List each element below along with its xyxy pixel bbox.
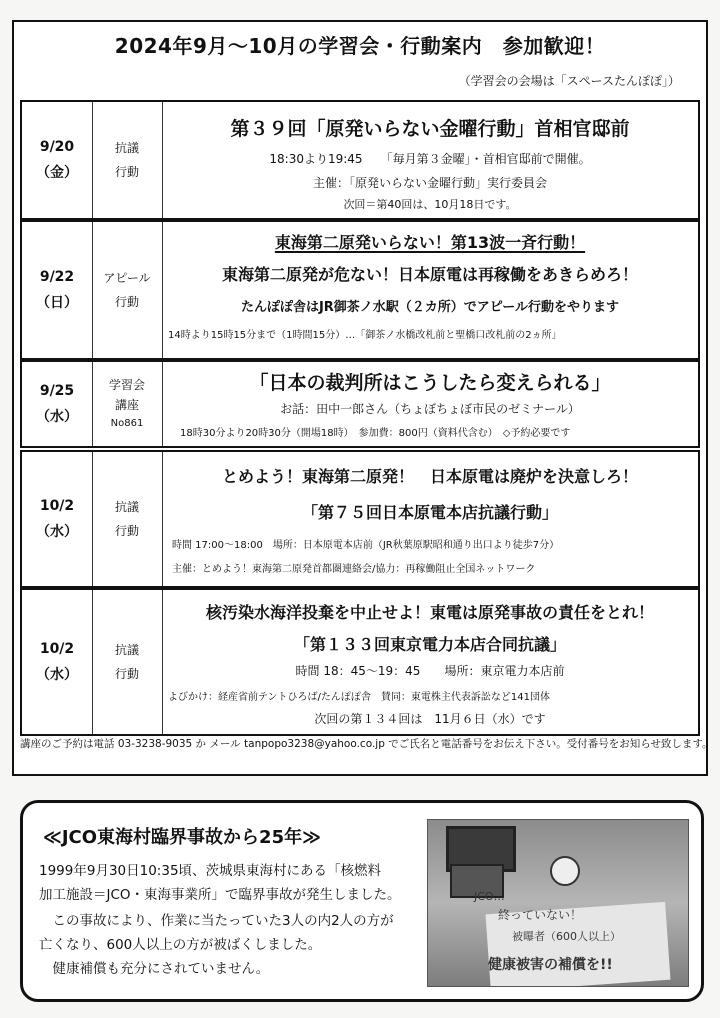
date-text: 10/2 [39,498,75,514]
banner-text: 健康被害の補償を!! [488,957,613,973]
weekday-text: （水） [36,667,78,683]
category-text: 抗議 [114,643,139,657]
event-date [22,222,93,358]
event-row [20,450,700,588]
banner-text: 被曝者（600人以上） [512,930,621,943]
memorial-photo [427,819,689,987]
category-text: アピール [103,271,151,285]
header [14,22,706,102]
category-text: 抗議 [114,500,139,514]
weekday-text: （金） [36,165,78,181]
event-category [92,362,163,446]
category-text: 講座 [114,398,139,412]
event-schedule-box [12,20,713,776]
event-category [92,452,163,586]
weekday-text: （水） [36,409,78,425]
event-category [92,222,163,358]
event-content [162,102,698,218]
venue-note: （学習会の会場は「スペースたんぽぽ」） [458,74,680,88]
jco-text-line: 加工施設＝JCO・東海事業所」で臨界事故が発生しました。 [39,887,401,903]
event-headline: 東海第二原発いらない！第13波一斉行動！ [274,233,586,252]
reservation-note: 講座のご予約は電話 03-3238-9035 か メール tanpopo3238@yahoo.co.jp でご氏名と電話番号をお伝え下さい。受付番号をお知らせ致します。 [20,738,713,750]
event-row [20,588,700,736]
event-time: 14時より15時15分まで（1時間15分）…「御茶ノ水橋改札前と聖橋口改札前の2ヵ所」 [168,330,562,341]
banner-text: 終っていない！ [498,908,583,922]
event-headline: 第３９回「原発いらない金曜行動」首相官邸前 [230,118,630,140]
event-content [162,590,698,734]
event-detail: 時間 18：45～19：45 場所：東京電力本店前 [295,664,565,678]
event-row [20,220,700,360]
jco-text-line: 亡くなり、600人以上の方が被ばくしました。 [39,937,322,953]
event-detail: 18時30分より20時30分（開場18時） 参加費：800円（資料代含む） ◇予約必要です [180,428,571,439]
weekday-text: （日） [36,295,78,311]
jco-text-line: 1999年9月30日10:35頃、茨城県東海村にある「核燃料 [39,863,382,879]
event-content [162,452,698,586]
event-date [22,452,93,586]
jco-text-line: この事故により、作業に当たっていた3人の内2人の方が [39,913,394,929]
category-text: 抗議 [114,141,139,155]
event-organizer: 主催：「原発いらない金曜行動」実行委員会 [312,176,547,190]
event-date [22,590,93,734]
event-headline: とめよう！東海第二原発！ 日本原電は廃炉を決意しろ！ [221,467,638,486]
event-organizer: 主催：とめよう！東海第二原発首都圏連絡会/協力：再稼働阻止全国ネットワーク [172,564,536,575]
event-next: 次回の第１３４回は 11月６日（水）です [314,712,546,726]
event-content [162,222,698,358]
photo-banner [468,890,678,986]
event-organizer: よびかけ：経産省前テントひろば/たんぽぽ舎 賛同：東電株主代表訴訟など141団体 [168,692,550,703]
banner-text: JCO… [474,890,505,903]
event-subheadline: 東海第二原発が危ない！日本原電は再稼働をあきらめろ！ [221,265,638,284]
category-text: 行動 [114,524,139,538]
course-number: No861 [110,418,144,429]
event-subheadline: 「第１３３回東京電力本店合同抗議」 [293,635,566,654]
category-text: 行動 [114,667,139,681]
event-headline: 「日本の裁判所はこうしたら変えられる」 [249,372,611,394]
event-date [22,362,93,446]
event-content [162,362,698,446]
event-category [92,590,163,734]
jco-anniversary-box [20,800,704,1002]
event-speaker: お話：田中一郎さん（ちょぼちょぼ市民のゼミナール） [280,402,580,416]
category-text: 行動 [114,295,139,309]
category-text: 行動 [114,165,139,179]
category-text: 学習会 [108,378,145,392]
event-category [92,102,163,218]
event-row [20,100,700,220]
event-detail: 時間 17:00～18:00 場所：日本原電本店前（JR秋葉原駅昭和通り出口より徒歩7分） [172,540,560,551]
clock-icon [550,856,580,886]
event-row [20,360,700,448]
weekday-text: （水） [36,524,78,540]
date-text: 9/22 [39,269,75,285]
date-text: 9/20 [39,139,75,155]
event-headline: 核汚染水海洋投棄を中止せよ！東電は原発事故の責任をとれ！ [205,603,654,622]
event-detail: たんぽぽ舎はJR御茶ノ水駅（２カ所）でアピール行動をやります [240,300,620,315]
event-date [22,102,93,218]
date-text: 10/2 [39,641,75,657]
event-detail: 18:30より19:45 「毎月第３金曜」・首相官邸前で開催。 [269,152,591,166]
event-subheadline: 「第７５回日本原電本店抗議行動」 [301,503,558,522]
date-text: 9/25 [39,383,75,399]
jco-text-line: 健康補償も充分にされていません。 [39,961,270,977]
jco-title: ≪JCO東海村臨界事故から25年≫ [43,827,321,848]
event-next: 次回＝第40回は、10月18日です。 [343,198,517,211]
page-title: 2024年9月～10月の学習会・行動案内 参加歓迎！ [114,34,606,58]
